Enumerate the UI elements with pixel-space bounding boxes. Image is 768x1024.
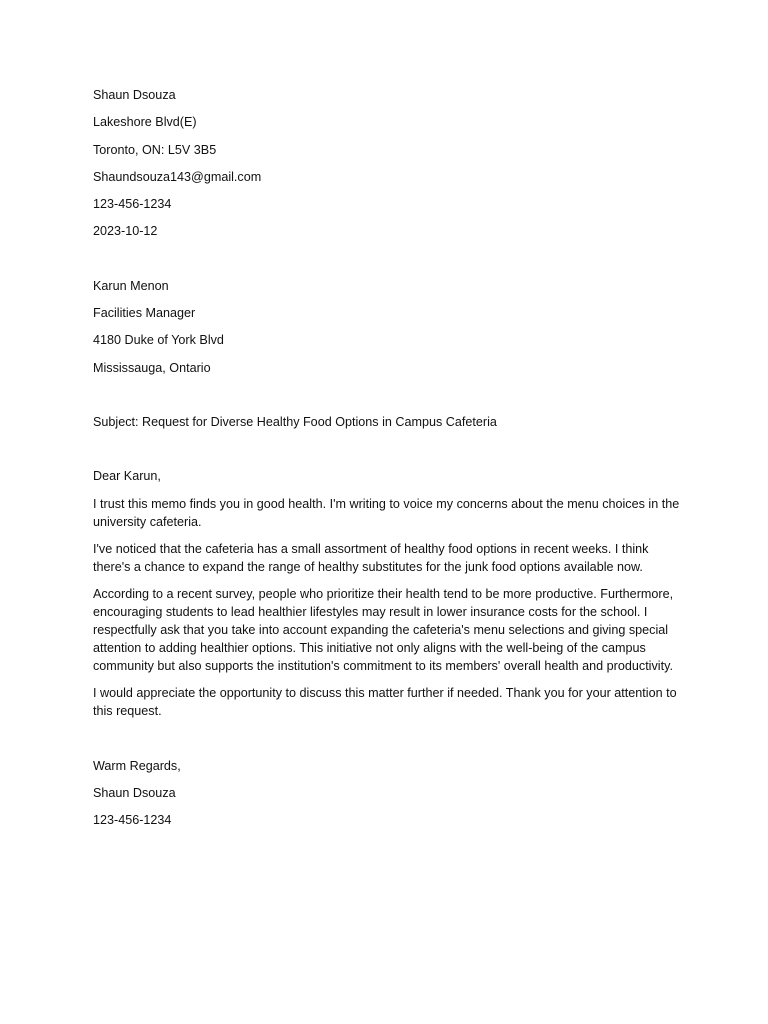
recipient-city: Mississauga, Ontario [93, 360, 211, 375]
spacer [93, 386, 683, 413]
recipient-street: 4180 Duke of York Blvd [93, 333, 224, 348]
sender-phone: 123-456-1234 [93, 197, 172, 212]
recipient-title: Facilities Manager [93, 306, 196, 321]
sender-city: Toronto, ON: L5V 3B5 [93, 142, 217, 157]
subject-line: Subject: Request for Diverse Healthy Food Options in Campus Cafeteria [93, 414, 497, 429]
spacer [93, 730, 683, 757]
recipient-block [93, 277, 683, 377]
letter-page [93, 86, 683, 839]
body-paragraph: I would appreciate the opportunity to discuss this matter further if needed. Thank you for your attention to this request. [93, 686, 677, 719]
body-paragraph: According to a recent survey, people who prioritize their health tend to be more productive. Furthermore, encouraging students to lead healthier lifestyles may result in lower insurance costs for the school. I respectfully ask that you take into account expanding the cafeteria's menu selections and giving special attention to adding healthier options. This initiative not only aligns with the well-being of the campus community but also supports the institution's commitment to its members' overall health and productivity. [93, 587, 674, 674]
body-paragraph: I've noticed that the cafeteria has a small assortment of healthy food options in recent weeks. I think there's a chance to expand the range of healthy substitutes for the junk food options available now. [93, 541, 649, 574]
sender-street: Lakeshore Blvd(E) [93, 115, 197, 130]
sender-block [93, 86, 683, 240]
signature-phone: 123-456-1234 [93, 813, 172, 828]
signature-name: Shaun Dsouza [93, 786, 176, 801]
sender-name: Shaun Dsouza [93, 88, 176, 102]
sender-email: Shaundsouza143@gmail.com [93, 169, 262, 184]
body-paragraph: I trust this memo finds you in good health. I'm writing to voice my concerns about the menu choices in the university cafeteria. [93, 496, 680, 529]
closing: Warm Regards, [93, 758, 181, 773]
letter-body [93, 495, 683, 721]
spacer [93, 440, 683, 467]
letter-date: 2023-10-12 [93, 224, 158, 239]
recipient-name: Karun Menon [93, 278, 169, 293]
spacer [93, 250, 683, 277]
salutation: Dear Karun, [93, 469, 161, 484]
